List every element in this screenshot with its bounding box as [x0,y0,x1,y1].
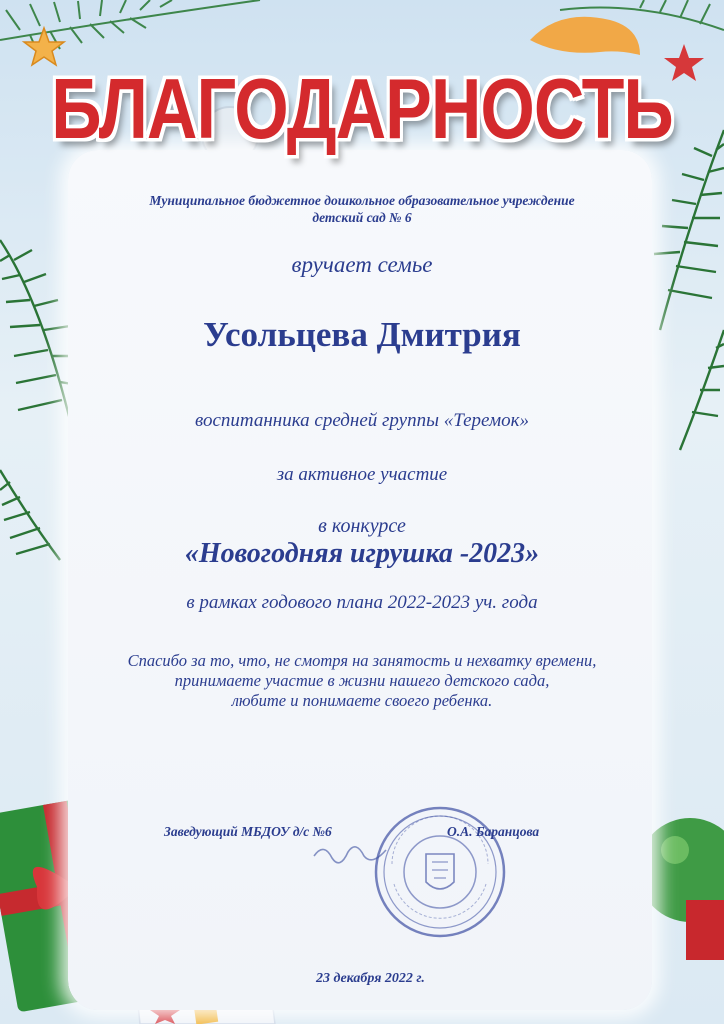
signature-position: Заведующий МБДОУ д/с №6 [164,824,332,839]
thanks-line: Спасибо за то, что, не смотря на занятость и нехватку времени, [127,651,597,670]
contest-prefix: в конкурсе [318,515,406,537]
pupil-text: воспитанника средней группы «Теремок» [194,410,529,431]
certificate-date: 23 декабря 2022 г. [316,971,425,986]
plan-text: в рамках годового плана 2022-2023 уч. года [186,592,538,613]
thanks-text [0,651,724,711]
organization-line-1: Муниципальное бюджетное дошкольное образовательное учреждение [149,193,575,208]
recipient-name: Усольцева Дмитрия [203,315,521,354]
organization-line-2: детский сад № 6 [312,210,412,225]
thanks-line: принимаете участие в жизни нашего детского сада, [174,671,550,690]
handwritten-signature [310,836,390,876]
certificate-title: БЛАГОДАРНОСТЬ [51,61,673,157]
signature-name: О.А. Баранцова [447,824,540,839]
thanks-line: любите и понимаете своего ребенка. [231,691,493,710]
organization-name [0,192,724,226]
presents-text: вручает семье [291,252,433,277]
contest-name: «Новогодняя игрушка -2023» [184,538,540,569]
certificate-paper [68,150,652,1010]
for-text: за активное участие [276,464,448,485]
